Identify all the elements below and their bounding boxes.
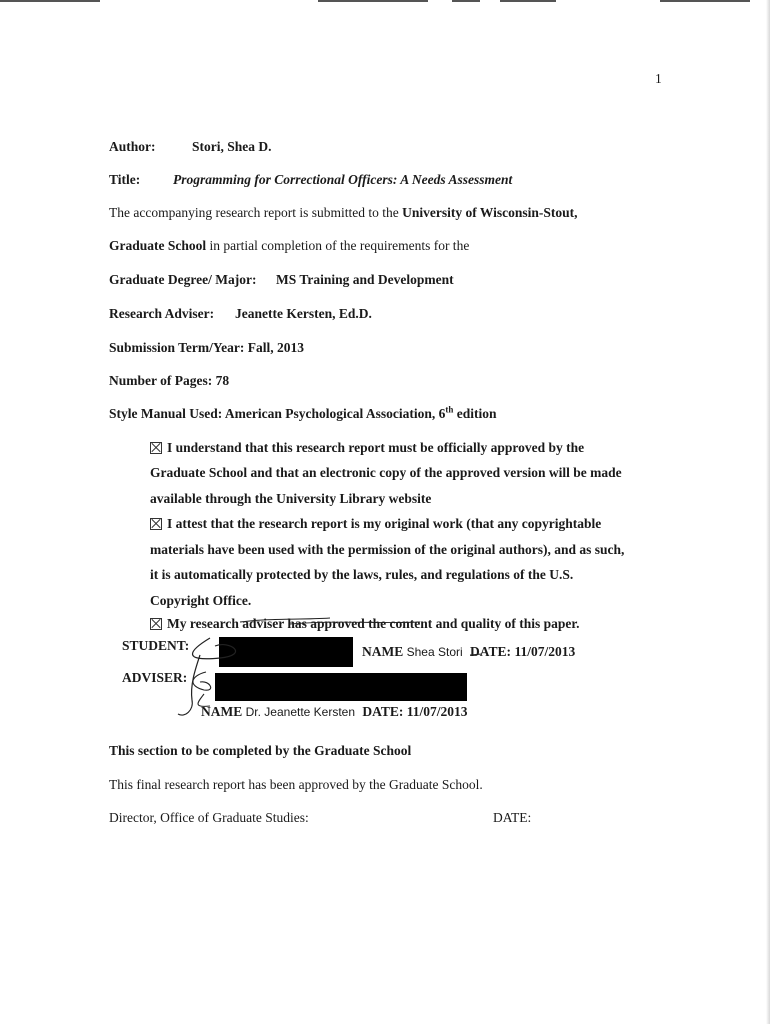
style-manual-sup: th: [445, 404, 454, 415]
degree-value: MS Training and Development: [276, 272, 454, 287]
number-of-pages: [109, 372, 229, 389]
submission-line-2: [109, 237, 469, 254]
check-original-line-4: Copyright Office.: [150, 593, 252, 608]
check-approval-line-1: [150, 439, 584, 456]
signature-scribble-icon: [170, 610, 500, 725]
adviser-date-label: DATE:: [362, 704, 404, 719]
pages-value: 78: [215, 373, 230, 388]
author-value: Stori, Shea D.: [192, 139, 272, 154]
check-original-line-3: it is automatically protected by the laws, rules, and regulations of the U.S.: [150, 567, 574, 582]
student-date-value: 11/07/2013: [514, 644, 576, 659]
term-label: Submission Term/Year:: [109, 340, 245, 355]
check-approval-line-2: Graduate School and that an electronic copy of the approved version will be made: [150, 465, 622, 480]
degree-label: Graduate Degree/ Major:: [109, 272, 257, 287]
student-date-label: DATE:: [470, 644, 512, 659]
student-name-value: Shea Stori: [406, 645, 463, 659]
author-label: Author:: [109, 139, 156, 154]
style-manual: [109, 405, 497, 422]
research-adviser-value: Jeanette Kersten, Ed.D.: [235, 306, 372, 321]
grad-school-approval: This final research report has been approved by the Graduate School.: [109, 777, 483, 792]
check-original-line-2: materials have been used with the permission of the original authors), and as such,: [150, 542, 625, 557]
pages-label: Number of Pages:: [109, 373, 213, 388]
checked-box-icon: [150, 518, 162, 530]
adviser-date-value: 11/07/2013: [406, 704, 468, 719]
term-value: Fall, 2013: [247, 340, 305, 355]
submission-line-1-text: The accompanying research report is submitted to the: [109, 205, 403, 220]
scan-edge-right: [766, 0, 770, 1024]
director-date-label: DATE:: [493, 810, 532, 825]
university-name: University of Wisconsin-Stout,: [402, 205, 578, 220]
director-label: Director, Office of Graduate Studies:: [109, 810, 309, 825]
adviser-name-label: NAME: [201, 704, 243, 719]
grad-school-heading: This section to be completed by the Graduate School: [109, 743, 412, 758]
research-adviser-label: Research Adviser:: [109, 306, 215, 321]
submission-line-1: [109, 204, 578, 221]
checked-box-icon: [150, 442, 162, 454]
student-label: STUDENT:: [122, 638, 190, 653]
check-original-line-1: [150, 515, 601, 532]
check-adviser-text-1: My research adviser has approved the content and quality of this paper.: [167, 616, 580, 631]
style-manual-value: American Psychological Association, 6: [224, 406, 446, 421]
submission-line-2-text: in partial completion of the requirements for the: [206, 238, 470, 253]
style-manual-label: Style Manual Used:: [109, 406, 223, 421]
check-original-text-1: I attest that the research report is my original work (that any copyrightable: [167, 516, 602, 531]
graduate-school-name: Graduate School: [109, 238, 207, 253]
adviser-label: ADVISER:: [122, 670, 188, 685]
scan-edge-top: [0, 0, 770, 2]
checked-box-icon: [150, 618, 162, 630]
submission-term: [109, 339, 304, 356]
page-number: 1: [655, 71, 662, 86]
check-approval-line-3: available through the University Library website: [150, 491, 432, 506]
style-manual-suffix: edition: [453, 406, 497, 421]
adviser-name-value: Dr. Jeanette Kersten: [245, 705, 356, 719]
title-label: Title:: [109, 172, 141, 187]
check-approval-text-1: I understand that this research report must be officially approved by the: [167, 440, 585, 455]
student-name-label: NAME: [362, 644, 404, 659]
title-value: Programming for Correctional Officers: A Needs Assessment: [173, 172, 513, 187]
